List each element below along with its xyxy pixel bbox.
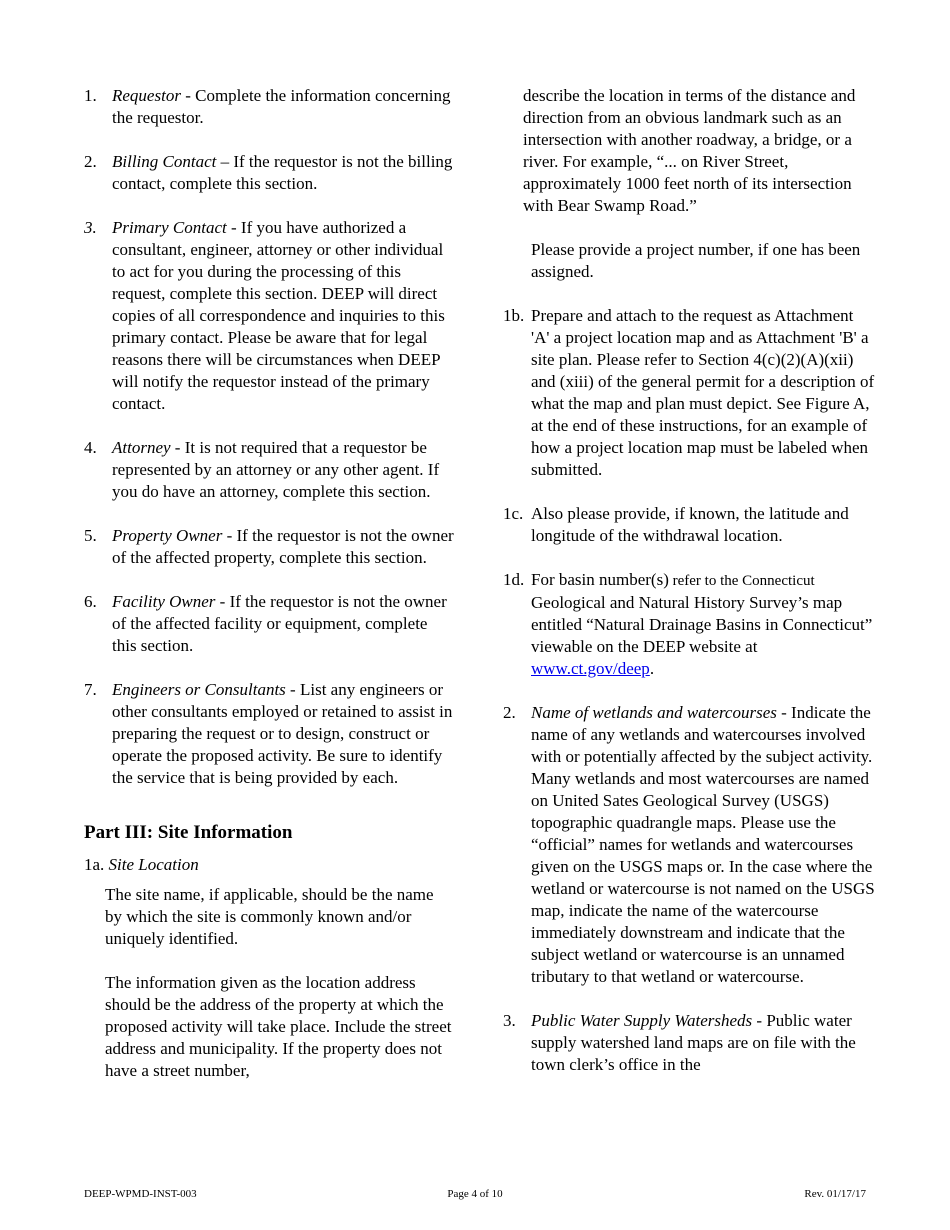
- item-text: If the requestor is not the owner of the affected property, complete this section.: [112, 526, 454, 567]
- item-text: If the requestor is not the owner of the affected facility or equipment, complete this section.: [112, 592, 447, 655]
- instruction-item-attorney: 4. Attorney - It is not required that a requestor be represented by an attorney or any other agent. If you do have an attorney, complete this section.: [84, 438, 440, 501]
- instruction-item-1b: [503, 305, 875, 481]
- item-label: Billing Contact: [112, 152, 217, 171]
- item-text: Public water supply watershed land maps are on file with the town clerk’s office in the: [531, 1011, 856, 1074]
- subsection-label: Site Location: [108, 855, 199, 874]
- paragraph-project-number: Please provide a project number, if one has been assigned.: [531, 240, 861, 281]
- item-text: If the requestor is not the billing contact, complete this section.: [112, 152, 453, 193]
- left-column: [84, 85, 454, 1104]
- paragraph-site-name: The site name, if applicable, should be the name by which the site is commonly known and/or uniquely identified.: [105, 885, 434, 948]
- item-label: Primary Contact: [112, 218, 227, 237]
- item-label: Property Owner: [112, 526, 223, 545]
- item-label: Attorney: [112, 438, 171, 457]
- item-label: Engineers or Consultants: [112, 680, 286, 699]
- item-number: 3.: [84, 218, 97, 237]
- item-text: List any engineers or other consultants employed or retained to assist in preparing the request or to design, construct or operate the proposed activity. Be sure to identify the service that is being provided by each.: [112, 680, 453, 787]
- item-number: 7.: [84, 680, 97, 699]
- item-label: Public Water Supply Watersheds: [531, 1011, 753, 1030]
- footer-page-number: Page 4 of 10: [447, 1188, 503, 1200]
- instruction-item-wetlands-watercourses: 2. Name of wetlands and watercourses - Indicate the name of any wetlands and watercourses involved with or potentially affected by the subject activity. Many wetlands and most watercourses are named on United Sates Geological Survey (USGS) topographic quadrangle maps. Please use the “official” names for wetlands and watercourses given on the USGS maps or. In the case where the wetland or watercourse is not named on the USGS map, indicate the name of the watercourse immediately downstream and indicate that the subject wetland or watercourse is an unnamed tributary to that wetland or watercourse.: [503, 703, 875, 986]
- item-text: Prepare and attach to the request as Attachment 'A' a project location map and as Attachment 'B' a site plan. Please refer to Section 4(c)(2)(A)(xii) and (xiii) of the general permit for a description of what the map and plan must depict. See Figure A, at the end of these instructions, for an example of how a project location map must be labeled when submitted.: [531, 306, 875, 479]
- instruction-item-primary-contact: 3. Primary Contact - If you have authorized a consultant, engineer, attorney or other individual to act for you during the processing of this request, complete this section. DEEP will direct copies of all correspondence and inquiries to this primary contact. Please be aware that for legal reasons there will be circumstances when DEEP will notify the requestor instead of the primary contact.: [84, 218, 445, 413]
- paragraph-location-continuation: describe the location in terms of the distance and direction from an obvious landmark such as an intersection with another roadway, a bridge, or a river. For example, “... on River Street, approximately 1000 feet north of its intersection with Bear Swamp Road.”: [523, 86, 856, 215]
- item-number: 3.: [503, 1011, 516, 1030]
- footer-doc-id: DEEP-WPMD-INST-003: [84, 1188, 197, 1200]
- instruction-item-property-owner: 5. Property Owner - If the requestor is not the owner of the affected property, complete this section.: [84, 526, 454, 567]
- item-label: Name of wetlands and watercourses: [531, 703, 777, 722]
- instruction-item-billing-contact: 2. Billing Contact – If the requestor is not the billing contact, complete this section.: [84, 152, 453, 193]
- item-text: Indicate the name of any wetlands and watercourses involved with or potentially affected by the subject activity. Many wetlands and most watercourses are named on United Sates Geological Survey (USGS) topographic quadrangle maps. Please use the “official” names for wetlands and watercourses given on the USGS maps or. In the case where the wetland or watercourse is not named on the USGS map, indicate the name of the watercourse immediately downstream and indicate that the subject wetland or watercourse is an unnamed tributary to that wetland or watercourse.: [531, 703, 875, 986]
- instruction-item-1c: [503, 503, 875, 547]
- right-column: [503, 85, 875, 1098]
- item-number: 4.: [84, 438, 97, 457]
- item-text: Complete the information concerning the requestor.: [112, 86, 451, 127]
- subsection-site-location: [84, 854, 454, 876]
- paragraph-location-address: The information given as the location address should be the address of the property at which the proposed activity will take place. Include the street address and municipality. If the property does not have a street number,: [105, 973, 452, 1080]
- instruction-item-1d: 1d. For basin number(s) refer to the Connecticut Geological and Natural History Survey’s map entitled “Natural Drainage Basins in Connecticut” viewable on the DEEP website at www.ct.gov/deep.: [503, 570, 873, 678]
- item-number: 1d.: [503, 570, 525, 589]
- item-text: If you have authorized a consultant, engineer, attorney or other individual to act for you during the processing of this request, complete this section. DEEP will direct copies of all correspondence and inquiries to this primary contact. Please be aware that for legal reasons there will be circumstances when DEEP will notify the requestor instead of the primary contact.: [112, 218, 445, 413]
- item-label: Facility Owner: [112, 592, 216, 611]
- section-heading-part-iii: Part III: Site Information: [84, 822, 293, 843]
- item-number: 6.: [84, 592, 97, 611]
- deep-website-link[interactable]: www.ct.gov/deep: [531, 659, 650, 678]
- item-text: Also please provide, if known, the latitude and longitude of the withdrawal location.: [531, 504, 849, 545]
- item-text: It is not required that a requestor be represented by an attorney or any other agent. If you do have an attorney, complete this section.: [112, 438, 440, 501]
- footer-revision: Rev. 01/17/17: [804, 1188, 866, 1200]
- subsection-number: 1a.: [84, 855, 105, 874]
- instruction-item-public-water-supply: 3. Public Water Supply Watersheds - Public water supply watershed land maps are on file with the town clerk’s office in the: [503, 1011, 856, 1074]
- item-label: Requestor: [112, 86, 181, 105]
- item-number: 2.: [503, 703, 516, 722]
- item-number: 2.: [84, 152, 97, 171]
- item-number: 1b.: [503, 306, 525, 325]
- item-number: 1c.: [503, 504, 524, 523]
- instruction-item-facility-owner: 6. Facility Owner - If the requestor is not the owner of the affected facility or equipment, complete this section.: [84, 592, 447, 655]
- instruction-item-requestor: 1. Requestor - Complete the information concerning the requestor.: [84, 86, 451, 127]
- instruction-item-engineers-consultants: 7. Engineers or Consultants - List any engineers or other consultants employed or retained to assist in preparing the request or to design, construct or operate the proposed activity. Be sure to identify the service that is being provided by each.: [84, 680, 453, 787]
- item-number: 5.: [84, 526, 97, 545]
- item-text: For basin number(s): [531, 570, 669, 589]
- item-number: 1.: [84, 86, 97, 105]
